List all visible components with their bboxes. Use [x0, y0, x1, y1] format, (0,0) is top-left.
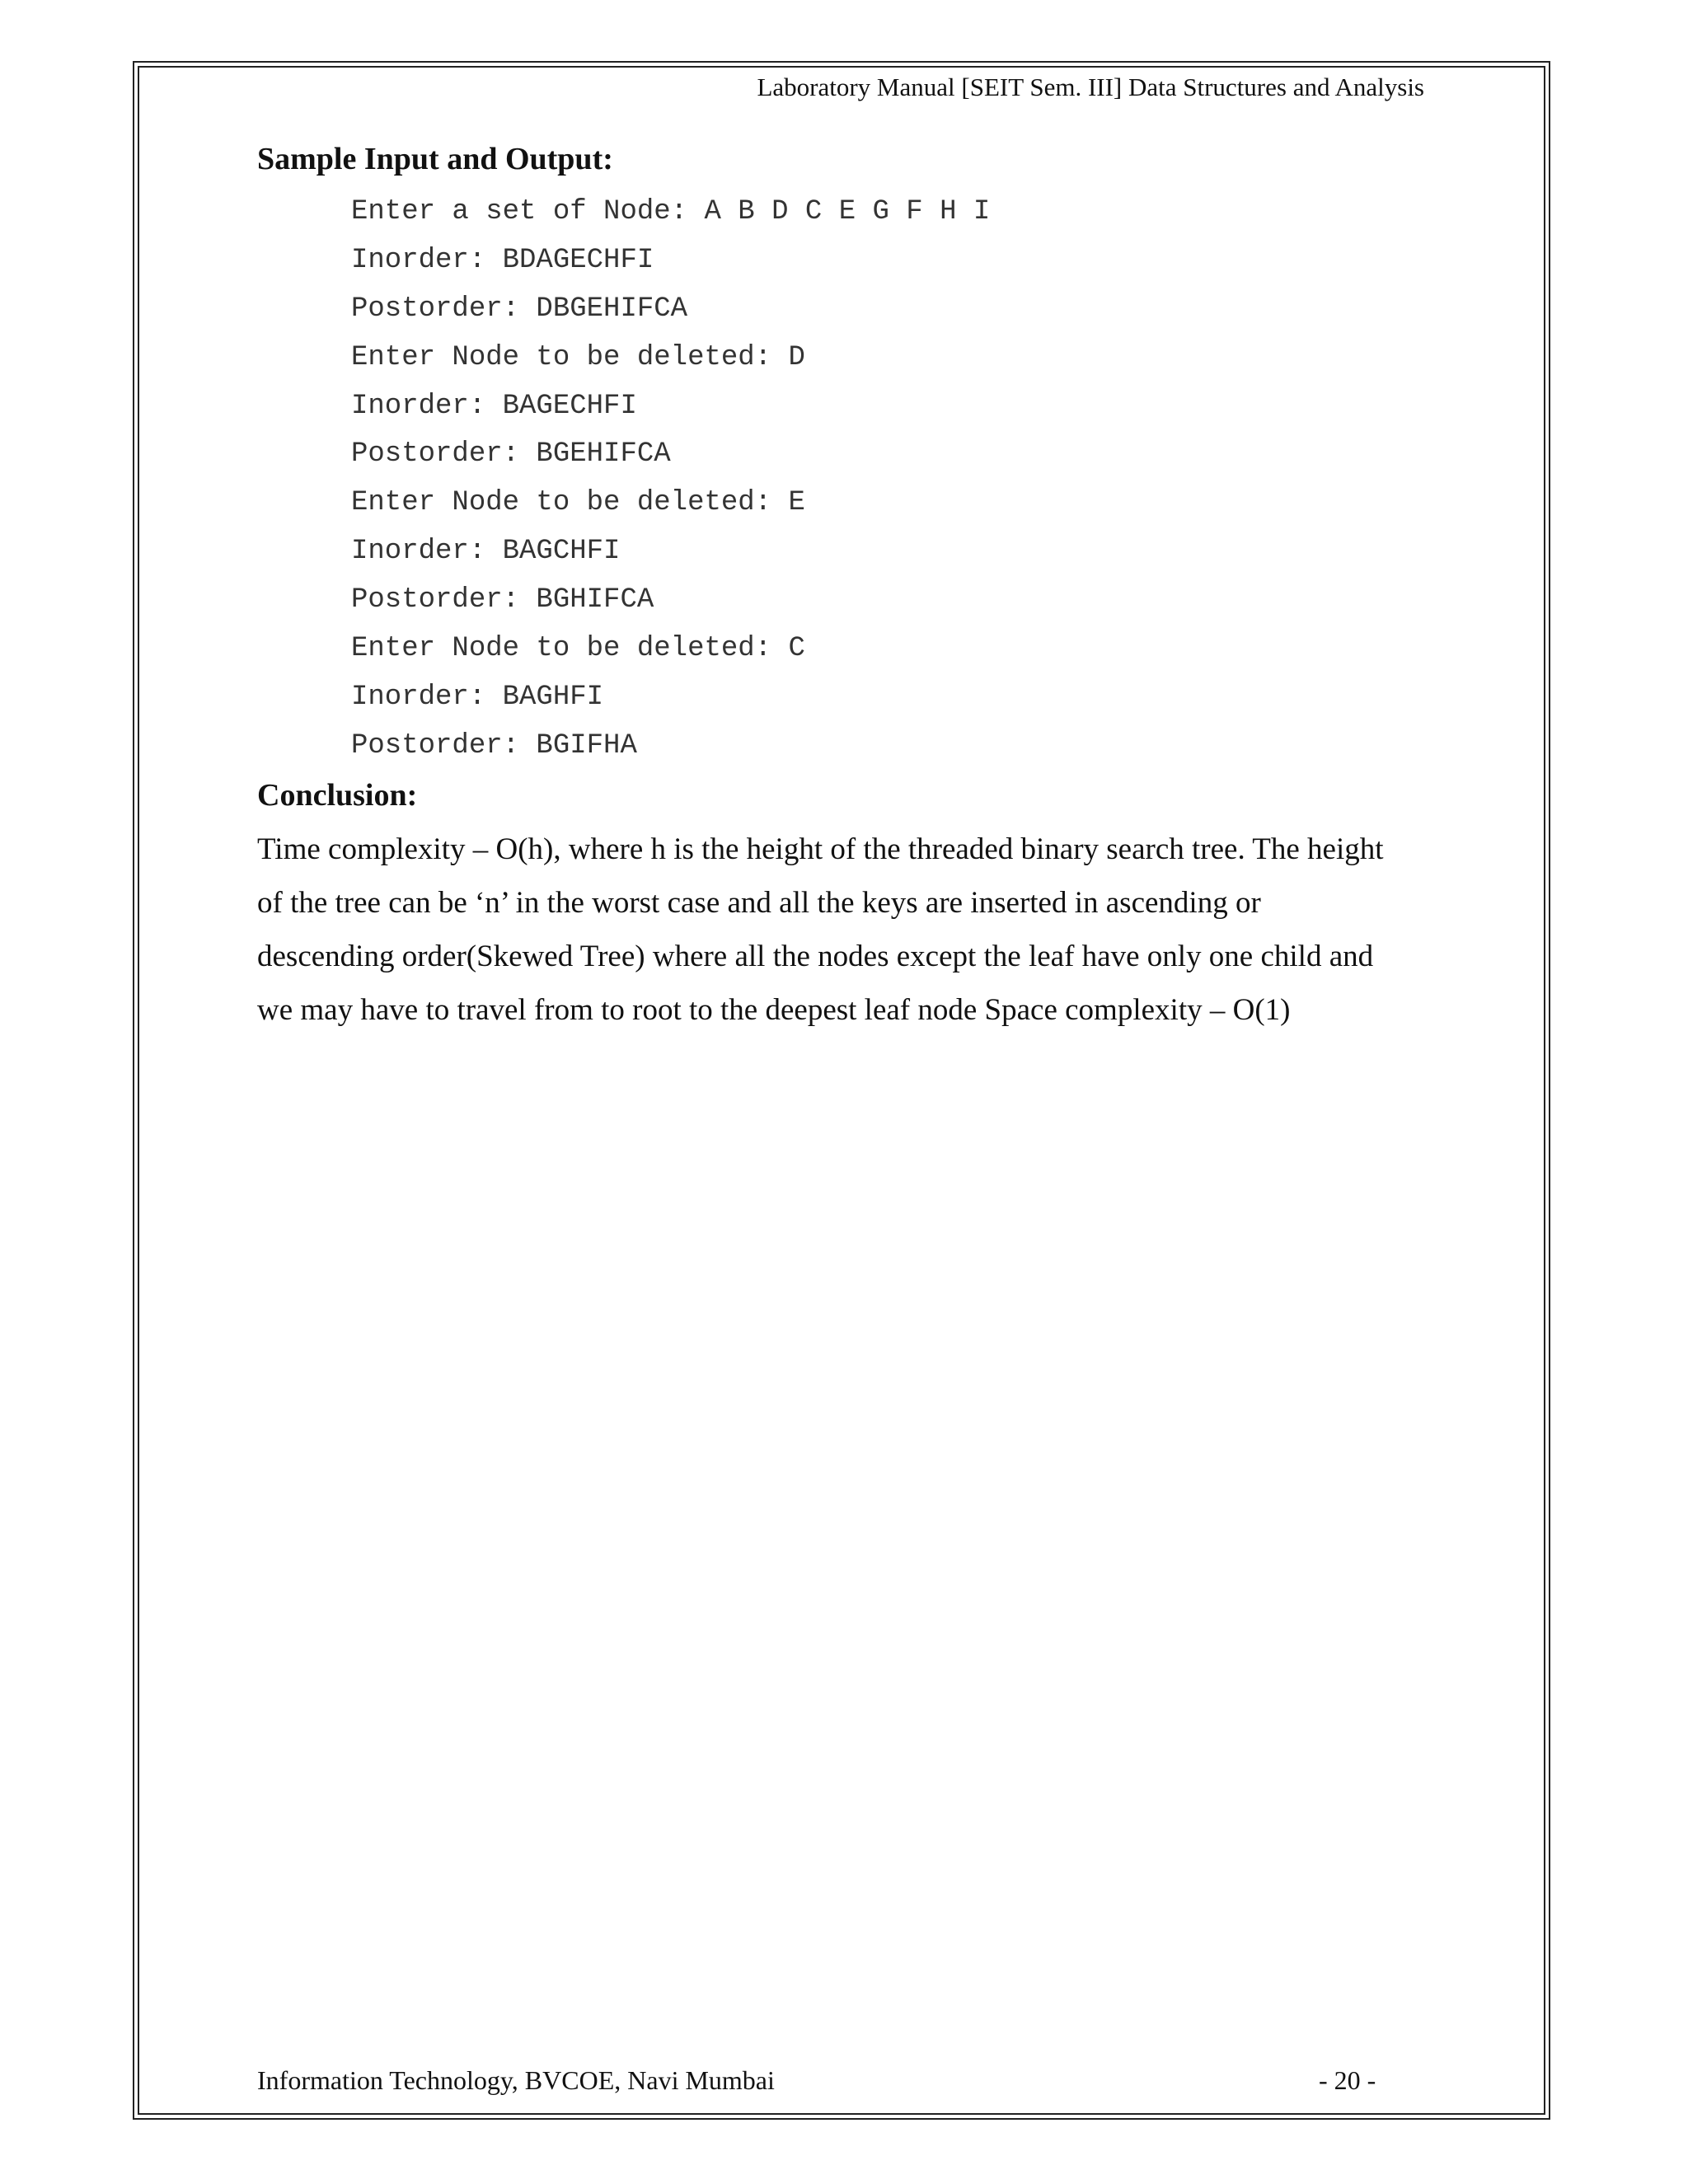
console-line: Inorder: BAGHFI	[351, 681, 604, 713]
running-header: Laboratory Manual [SEIT Sem. III] Data Structures and Analysis	[757, 73, 1424, 101]
conclusion-line: descending order(Skewed Tree) where all the nodes except the leaf have only one child and	[257, 940, 1374, 973]
console-line: Inorder: BAGECHFI	[351, 390, 637, 422]
conclusion-line: Time complexity – O(h), where h is the height of the threaded binary search tree. The height	[257, 832, 1384, 866]
footer-institution: Information Technology, BVCOE, Navi Mumbai	[257, 2065, 775, 2095]
console-line: Enter a set of Node: A B D C E G F H I	[351, 196, 991, 227]
console-line: Postorder: BGIFHA	[351, 729, 637, 762]
console-line: Enter Node to be deleted: C	[351, 633, 805, 665]
console-line: Enter Node to be deleted: D	[351, 341, 805, 373]
console-line: Postorder: BGEHIFCA	[351, 438, 671, 471]
conclusion-line: we may have to travel from to root to the deepest leaf node Space complexity – O(1)	[257, 993, 1291, 1027]
console-line: Inorder: BAGCHFI	[351, 536, 621, 568]
console-line: Postorder: DBGEHIFCA	[351, 293, 688, 325]
console-line: Postorder: BGHIFCA	[351, 584, 654, 616]
conclusion-heading: Conclusion:	[257, 778, 418, 813]
sample-io-console	[351, 188, 990, 771]
footer-page-number: - 20 -	[1319, 2065, 1376, 2095]
conclusion-line: of the tree can be ‘n’ in the worst case and all the keys are inserted in ascending or	[257, 886, 1261, 920]
conclusion-paragraph	[257, 823, 1436, 1037]
console-line: Enter Node to be deleted: E	[351, 487, 805, 519]
sample-io-heading: Sample Input and Output:	[257, 142, 613, 176]
console-line: Inorder: BDAGECHFI	[351, 244, 654, 276]
